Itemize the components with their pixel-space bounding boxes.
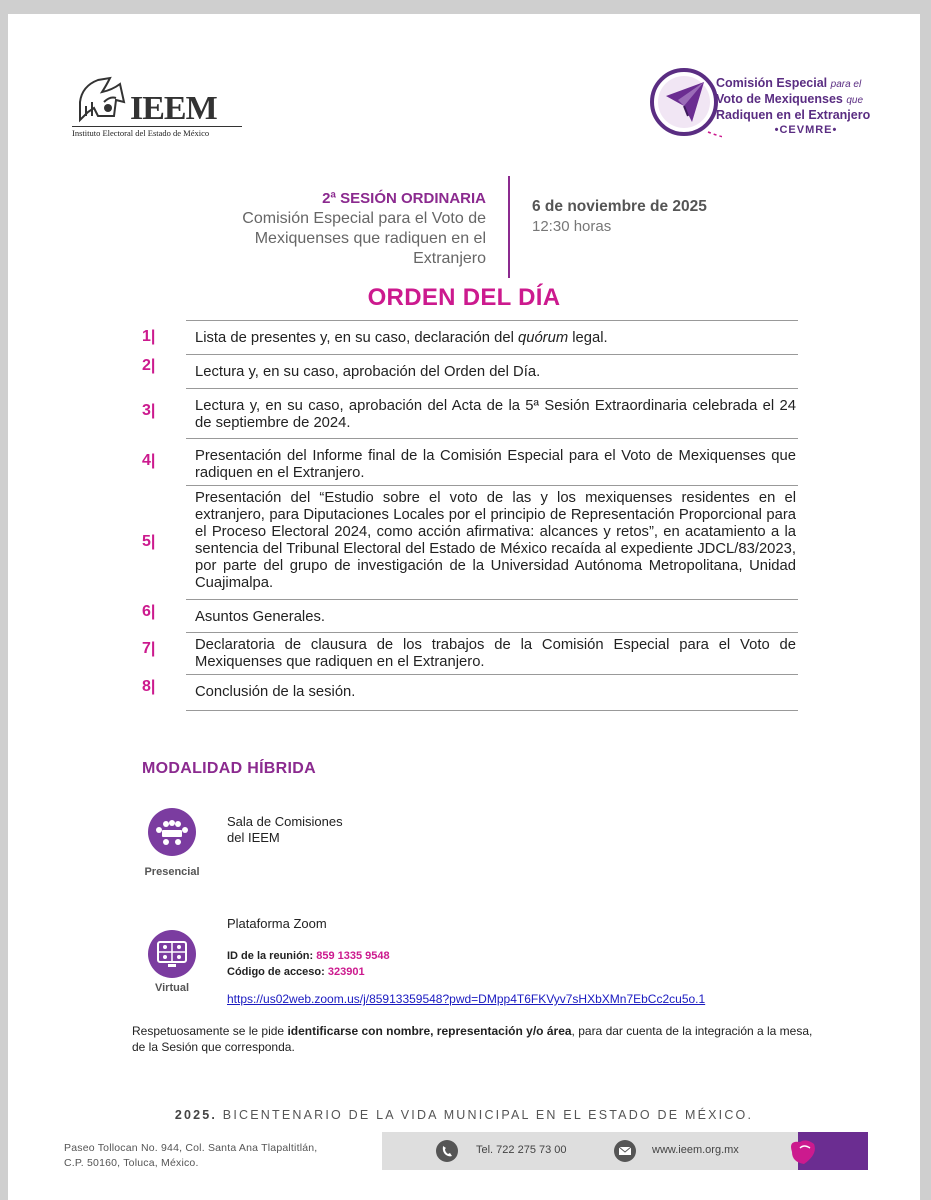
agenda-item-number: 2| — [142, 357, 156, 374]
agenda-item-text: Conclusión de la sesión. — [186, 674, 798, 711]
notice-bold: identificarse con nombre, representación y/o área — [287, 1024, 572, 1038]
agenda-item — [138, 354, 798, 388]
agenda-item-number: 5| — [142, 533, 156, 550]
session-time: 12:30 horas — [532, 218, 612, 235]
ieem-wordmark: IEEM — [130, 90, 217, 127]
agenda-item-text: Presentación del Informe final de la Comisión Especial para el Voto de Mexiquenses que radiquen en el Extranjero. — [186, 438, 798, 485]
zoom-credentials — [227, 948, 390, 980]
contact-bar — [382, 1132, 868, 1170]
access-code-line — [227, 964, 390, 980]
quorum-term: quórum — [517, 330, 569, 346]
meeting-id-label: ID de la reunión: — [227, 950, 314, 962]
identification-notice — [132, 1023, 822, 1055]
address-line1: Paseo Tollocan No. 944, Col. Santa Ana Tlapaltitlán, — [64, 1142, 318, 1154]
agenda-item-text-post: legal. — [568, 330, 608, 346]
virtual-label: Virtual — [154, 982, 190, 994]
agenda-item-text: Lectura y, en su caso, aprobación del Orden del Día. — [186, 354, 798, 388]
agenda-item-text: Declaratoria de clausura de los trabajos de la Comisión Especial para el Voto de Mexiquenses que radiquen en el Extranjero. — [186, 632, 798, 674]
access-code-label: Código de acceso: — [227, 966, 325, 978]
motto-year: 2025. — [174, 1108, 218, 1122]
agenda-item-number: 8| — [142, 678, 156, 695]
session-subtitle: Comisión Especial para el Voto de Mexiquenses que radiquen en el Extranjero — [242, 210, 486, 267]
agenda-item-number: 3| — [142, 402, 156, 419]
agenda-title: ORDEN DEL DÍA — [367, 284, 561, 311]
address — [64, 1141, 317, 1171]
document-page — [8, 14, 920, 1200]
website: www.ieem.org.mx — [652, 1144, 739, 1156]
heart-logo-icon — [778, 1132, 868, 1170]
meeting-id: 859 1335 9548 — [316, 950, 390, 962]
presencial-place-line2: del IEEM — [227, 830, 280, 845]
bicentenary-motto — [8, 1108, 920, 1122]
session-date: 6 de noviembre de 2025 — [532, 198, 707, 215]
presencial-label: Presencial — [144, 866, 200, 878]
agenda-item-number: 7| — [142, 640, 156, 657]
presencial-place-line1: Sala de Comisiones — [227, 814, 343, 829]
agenda-item-text-pre: Lista de presentes y, en su caso, declaración del — [195, 330, 518, 346]
cevmre-acronym: •CEVMRE• — [774, 124, 838, 136]
cevmre-line1-thin: para el — [830, 79, 862, 90]
cevmre-line1-bold: Comisión Especial — [716, 76, 828, 90]
agenda-item — [138, 438, 798, 485]
meeting-room-icon — [148, 808, 196, 856]
ieem-subtitle: Instituto Electoral del Estado de México — [72, 126, 242, 138]
email-icon — [614, 1140, 636, 1162]
agenda-item-text: Asuntos Generales. — [186, 599, 798, 632]
video-conference-icon — [148, 930, 196, 978]
agenda-list — [138, 320, 798, 711]
notice-post: , para dar cuenta de la integración a la mesa, de la Sesión que corresponda. — [132, 1024, 813, 1054]
motto-text: BICENTENARIO DE LA VIDA MUNICIPAL EN EL ESTADO DE MÉXICO. — [222, 1108, 754, 1122]
brand-band — [778, 1132, 868, 1170]
agenda-item-number: 4| — [142, 452, 156, 469]
agenda-item-text: Presentación del “Estudio sobre el voto de las y los mexiquenses residentes en el extranjero, para Diputaciones Locales por el principio de Representación Proporcional para el Proceso Electoral 2024, como acción afirmativa: alcances y retos”, en acatamiento a la sentencia del Tribunal Electoral del Estado de México recaída al expediente JDCL/83/2023, por parte del grupo de investigación de la Universidad Autónoma Metropolitana, Unidad Cuajimalpa. — [186, 485, 798, 599]
cevmre-line2-thin: que — [846, 95, 864, 106]
cevmre-name — [716, 76, 896, 138]
notice-pre: Respetuosamente se le pide — [132, 1024, 288, 1038]
paper-plane-badge-icon — [648, 66, 722, 140]
agenda-item — [138, 599, 798, 632]
cevmre-line3: Radiquen en el Extranjero — [716, 108, 871, 122]
agenda-item-number: 6| — [142, 603, 156, 620]
modality-title: MODALIDAD HÍBRIDA — [142, 760, 316, 777]
agenda-item-text: Lectura y, en su caso, aprobación del Acta de la 5ª Sesión Extraordinaria celebrada el 24 de septiembre de 2024. — [186, 388, 798, 438]
cevmre-logo — [648, 66, 898, 150]
cevmre-line2-bold: Voto de Mexiquenses — [716, 92, 843, 106]
session-divider — [508, 176, 510, 278]
ieem-logo — [66, 72, 226, 142]
agenda-item-number: 1| — [142, 328, 156, 345]
session-datetime — [532, 198, 707, 235]
session-heading — [238, 190, 486, 269]
agenda-item — [138, 485, 798, 599]
address-line2: C.P. 50160, Toluca, México. — [64, 1157, 199, 1169]
session-title: 2ª SESIÓN ORDINARIA — [322, 190, 486, 207]
access-code: 323901 — [327, 966, 365, 978]
agenda-item — [138, 674, 798, 711]
agenda-item-text — [186, 320, 798, 354]
agenda-item — [138, 320, 798, 354]
agenda-item — [138, 632, 798, 674]
agenda-item — [138, 388, 798, 438]
virtual-platform: Plataforma Zoom — [227, 916, 327, 931]
phone-number: Tel. 722 275 73 00 — [476, 1144, 567, 1156]
phone-icon — [436, 1140, 458, 1162]
ieem-emblem-icon — [76, 72, 136, 124]
zoom-meeting-link[interactable]: https://us02web.zoom.us/j/85913359548?pwd=DMpp4T6FKVyv7sHXbXMn7EbCc2cu5o.1 — [227, 992, 706, 1006]
presencial-place — [227, 814, 343, 846]
meeting-id-line — [227, 948, 390, 964]
